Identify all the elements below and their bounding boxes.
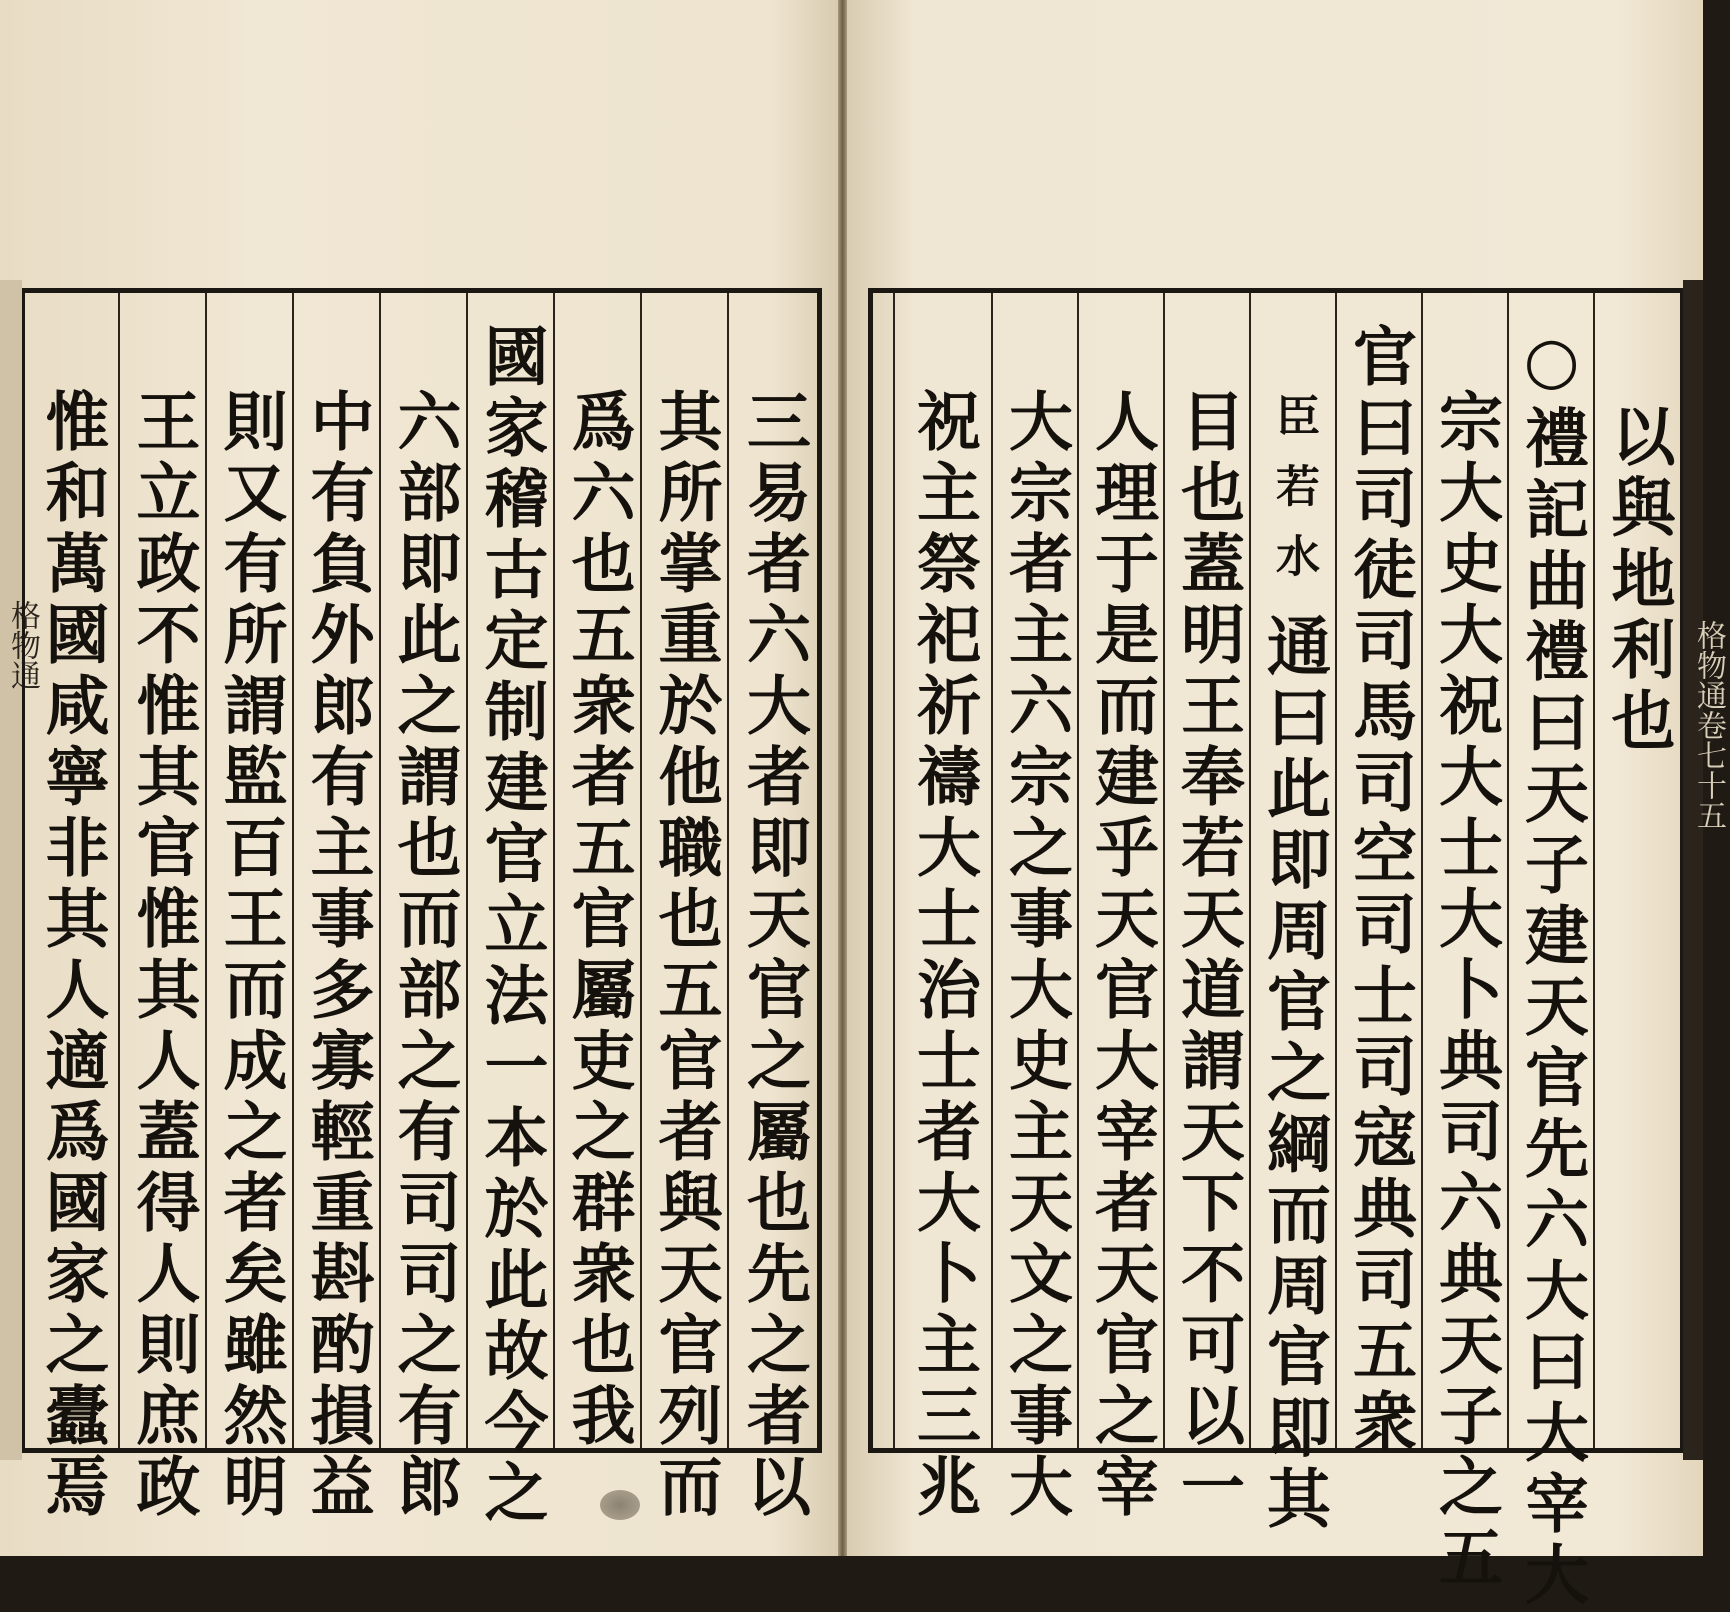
left-column-9 xyxy=(25,293,118,1524)
column-text: 爲六也五衆者五官屬吏之群衆也我 xyxy=(560,388,636,1453)
left-page-edge xyxy=(0,280,22,1460)
right-column-2 xyxy=(1507,293,1593,1612)
right-column-7 xyxy=(1077,293,1163,1524)
column-text: 王立政不惟其官惟其人蓋得人則庶政 xyxy=(125,388,201,1524)
left-column-1 xyxy=(727,293,817,1524)
column-text: 目也蓋明王奉若天道謂天下不可以一 xyxy=(1170,388,1245,1524)
column-text: 則又有所謂監百王而成之者矣雖然明 xyxy=(212,388,288,1524)
column-text: 國家稽古定制建官立法一本於此故今之 xyxy=(473,323,549,1530)
left-column-5 xyxy=(379,293,466,1524)
right-page-edge xyxy=(1683,280,1703,1460)
column-text: 其所掌重於他職也五官者與天官列而 xyxy=(647,388,723,1524)
right-column-6 xyxy=(1163,293,1249,1524)
right-column-3 xyxy=(1421,293,1507,1595)
right-column-8 xyxy=(991,293,1077,1524)
left-column-8 xyxy=(118,293,205,1524)
left-column-4 xyxy=(466,293,553,1530)
column-text: 三易者六大者即天官之屬也先之者以 xyxy=(736,388,811,1524)
column-text: 六部即此之謂也而部之有司司之有郎 xyxy=(386,388,462,1524)
right-column-1 xyxy=(1593,293,1680,1448)
right-text-frame xyxy=(868,288,1683,1612)
column-text: 大宗者主六宗之事大史主天文之事大 xyxy=(998,388,1073,1524)
column-text: 以與地利也 xyxy=(1600,403,1676,758)
column-text: 宗大史大祝大士大卜典司六典天子之五 xyxy=(1428,388,1503,1595)
left-column-7 xyxy=(205,293,292,1524)
right-column-9 xyxy=(893,293,991,1524)
column-text: ○禮記曲禮曰天子建天官先六大曰大宰大 xyxy=(1514,323,1589,1612)
column-text: 惟和萬國咸寧非其人適爲國家之蠹焉 xyxy=(34,388,110,1524)
left-edge-label: 格物通 xyxy=(5,600,40,690)
column-text: 官曰司徒司馬司空司士司寇典司五衆 xyxy=(1342,323,1417,1459)
right-column-4 xyxy=(1335,293,1421,1459)
left-column-2 xyxy=(640,293,727,1524)
left-text-frame xyxy=(22,288,822,1530)
author-note: 臣若水 xyxy=(1268,393,1319,603)
left-column-3 xyxy=(553,293,640,1453)
book-gutter xyxy=(838,0,847,1556)
right-column-5 xyxy=(1249,293,1335,1536)
column-text: 人理于是而建乎天官大宰者天官之宰 xyxy=(1084,388,1159,1524)
left-column-6 xyxy=(292,293,379,1524)
right-edge-label: 格物通卷七十五 xyxy=(1691,620,1726,830)
column-text: 通曰此即周官之綱而周官即其 xyxy=(1256,613,1331,1536)
column-text: 中有負外郎有主事多寡輕重斟酌損益 xyxy=(299,388,375,1524)
column-text: 祝主祭祀祈禱大士治士者大卜主三兆 xyxy=(906,388,981,1524)
ink-smudge xyxy=(600,1490,640,1520)
